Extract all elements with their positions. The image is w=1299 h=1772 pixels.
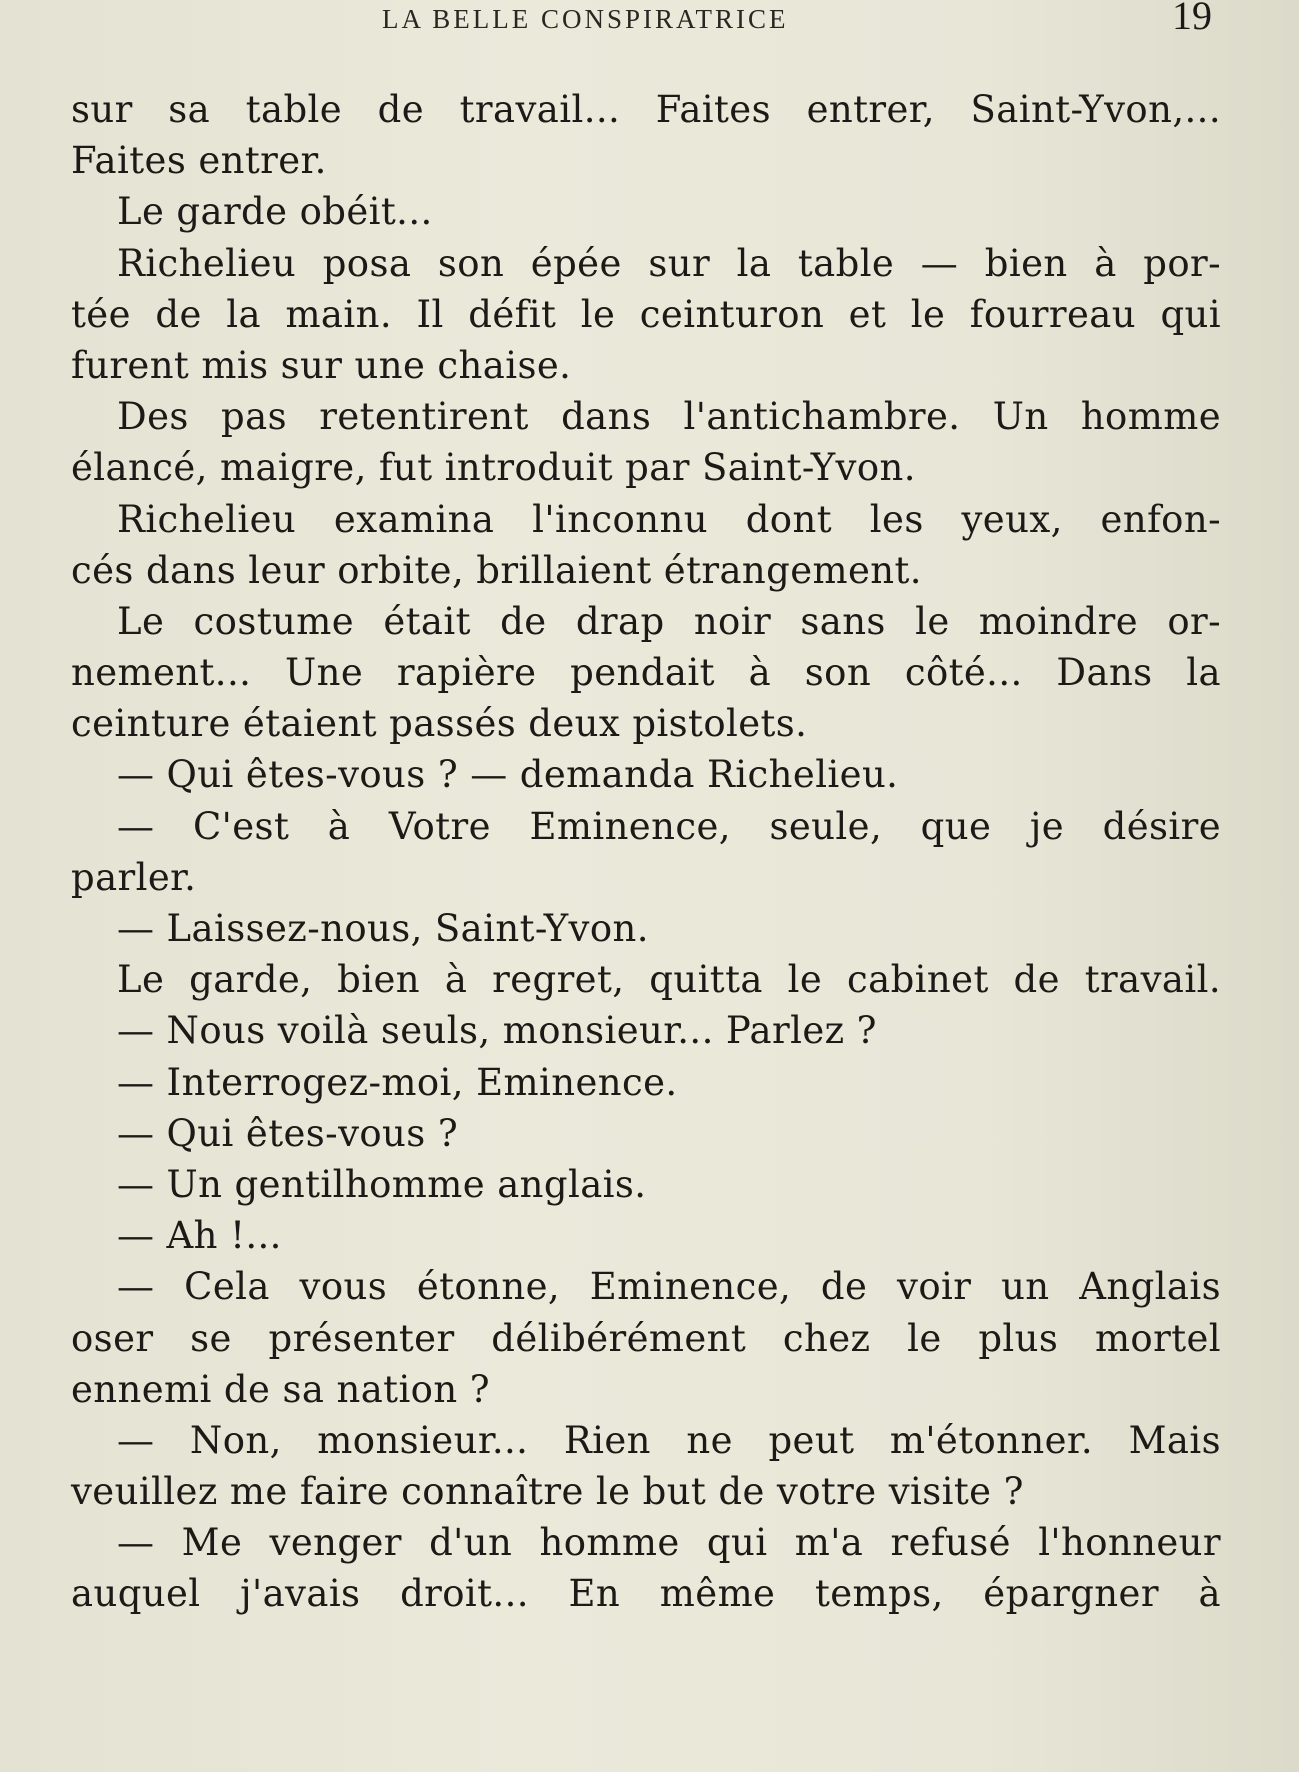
body-text [71,84,1221,1620]
text-line: — Interrogez-moi, Eminence. [117,1060,678,1104]
text-line: — Ah !... [117,1214,282,1258]
text-line: — Non, monsieur... Rien ne peut m'étonner. Mais [117,1418,1221,1462]
text-line: furent mis sur une chaise. [71,343,572,387]
running-title: LA BELLE CONSPIRATRICE [382,4,789,34]
text-line: veuillez me faire connaître le but de votre visite ? [71,1470,1024,1514]
text-line: Richelieu examina l'inconnu dont les yeux, enfon- [117,497,1221,541]
text-line: élancé, maigre, fut introduit par Saint-Yvon. [71,446,916,490]
text-line: nement... Une rapière pendait à son côté... Dans la [71,651,1221,695]
text-line: cés dans leur orbite, brillaient étrangement. [71,548,922,592]
text-line: — Me venger d'un homme qui m'a refusé l'honneur [117,1521,1221,1565]
text-line: Richelieu posa son épée sur la table — bien à por- [117,241,1221,285]
text-line: oser se présenter délibérément chez le plus mortel [71,1316,1221,1360]
text-line: tée de la main. Il défit le ceinturon et le fourreau qui [71,292,1221,336]
text-line: Le garde, bien à regret, quitta le cabinet de travail. [117,958,1221,1002]
page-number: 19 [1172,0,1212,38]
text-line: — Un gentilhomme anglais. [117,1162,647,1206]
text-line: Faites entrer. [71,139,327,183]
text-line: — Qui êtes-vous ? [117,1111,459,1155]
text-line: — Cela vous étonne, Eminence, de voir un Anglais [117,1265,1221,1309]
text-line: Le costume était de drap noir sans le moindre or- [117,599,1221,643]
text-line: Des pas retentirent dans l'antichambre. Un homme [117,395,1221,439]
text-line: ceinture étaient passés deux pistolets. [71,702,808,746]
text-line: parler. [71,855,197,899]
text-line: — Qui êtes-vous ? — demanda Richelieu. [117,753,899,797]
text-line: auquel j'avais droit... En même temps, épargner à [71,1572,1221,1616]
text-line: sur sa table de travail... Faites entrer, Saint-Yvon,... [71,88,1221,131]
text-line: — Nous voilà seuls, monsieur... Parlez ? [117,1009,877,1053]
text-line: Le garde obéit... [117,190,433,234]
text-line: ennemi de sa nation ? [71,1367,490,1411]
text-line: — Laissez-nous, Saint-Yvon. [117,907,649,950]
text-line: — C'est à Votre Eminence, seule, que je désire [117,804,1221,848]
running-head [0,2,1299,42]
